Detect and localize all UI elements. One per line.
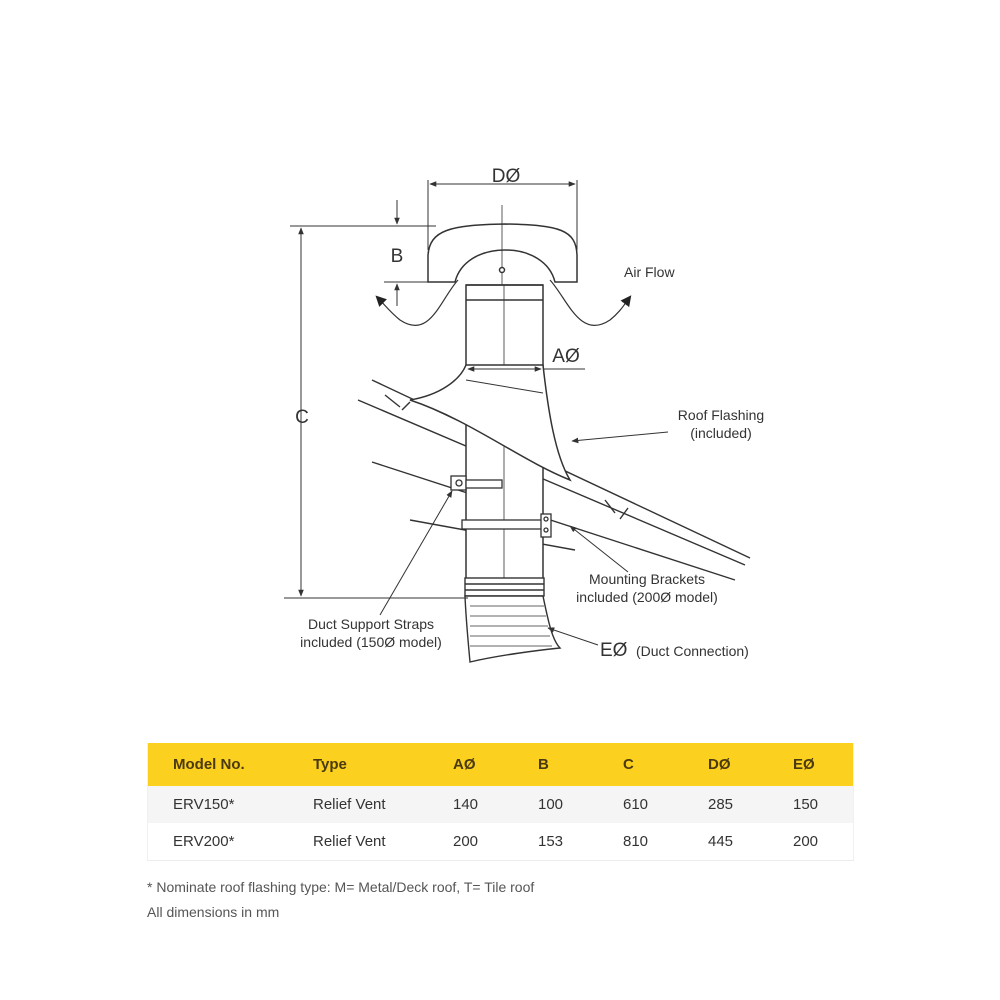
vent-cap (428, 205, 577, 285)
cell-c: 610 (623, 786, 708, 823)
cell-d: 285 (708, 786, 793, 823)
duct-straps-label: Duct Support Straps (307, 616, 435, 632)
header-model: Model No. (148, 743, 314, 786)
cell-type: Relief Vent (313, 786, 453, 823)
cell-type: Relief Vent (313, 823, 453, 861)
roof-flashing-label: Roof Flashing (677, 407, 765, 423)
spec-table (147, 743, 854, 861)
header-c: C (623, 743, 708, 786)
dimension-d-label: DØ (491, 166, 521, 187)
roof-flashing-note: (included) (690, 425, 752, 441)
cell-a: 140 (453, 786, 538, 823)
cell-e: 200 (793, 823, 854, 861)
duct-connection-label: (Duct Connection) (636, 643, 749, 659)
dimension-e-label: EØ (600, 640, 628, 661)
cell-c: 810 (623, 823, 708, 861)
mounting-brackets-label: Mounting Brackets (589, 571, 705, 587)
header-type: Type (313, 743, 453, 786)
header-e: EØ (793, 743, 854, 786)
footnote-flashing-type: * Nominate roof flashing type: M= Metal/Deck roof, T= Tile roof (147, 879, 535, 895)
cell-b: 153 (538, 823, 623, 861)
header-d: DØ (708, 743, 793, 786)
table-row (148, 786, 854, 823)
mounting-brackets (541, 514, 551, 537)
cell-a: 200 (453, 823, 538, 861)
table-row (148, 823, 854, 861)
dimension-b-label: B (390, 246, 404, 267)
cell-d: 445 (708, 823, 793, 861)
cell-model: ERV150* (148, 786, 314, 823)
cell-b: 100 (538, 786, 623, 823)
header-b: B (538, 743, 623, 786)
cell-e: 150 (793, 786, 854, 823)
mounting-brackets-note: included (200Ø model) (576, 589, 718, 605)
table-header-row (148, 743, 854, 786)
air-flow-label: Air Flow (624, 264, 675, 280)
duct-connection (465, 578, 560, 662)
dimension-c-label: C (295, 407, 309, 428)
cell-model: ERV200* (148, 823, 314, 861)
footnote-units: All dimensions in mm (147, 904, 280, 920)
duct-straps-note: included (150Ø model) (300, 634, 442, 650)
dimension-a-label: AØ (552, 346, 580, 367)
header-a: AØ (453, 743, 538, 786)
